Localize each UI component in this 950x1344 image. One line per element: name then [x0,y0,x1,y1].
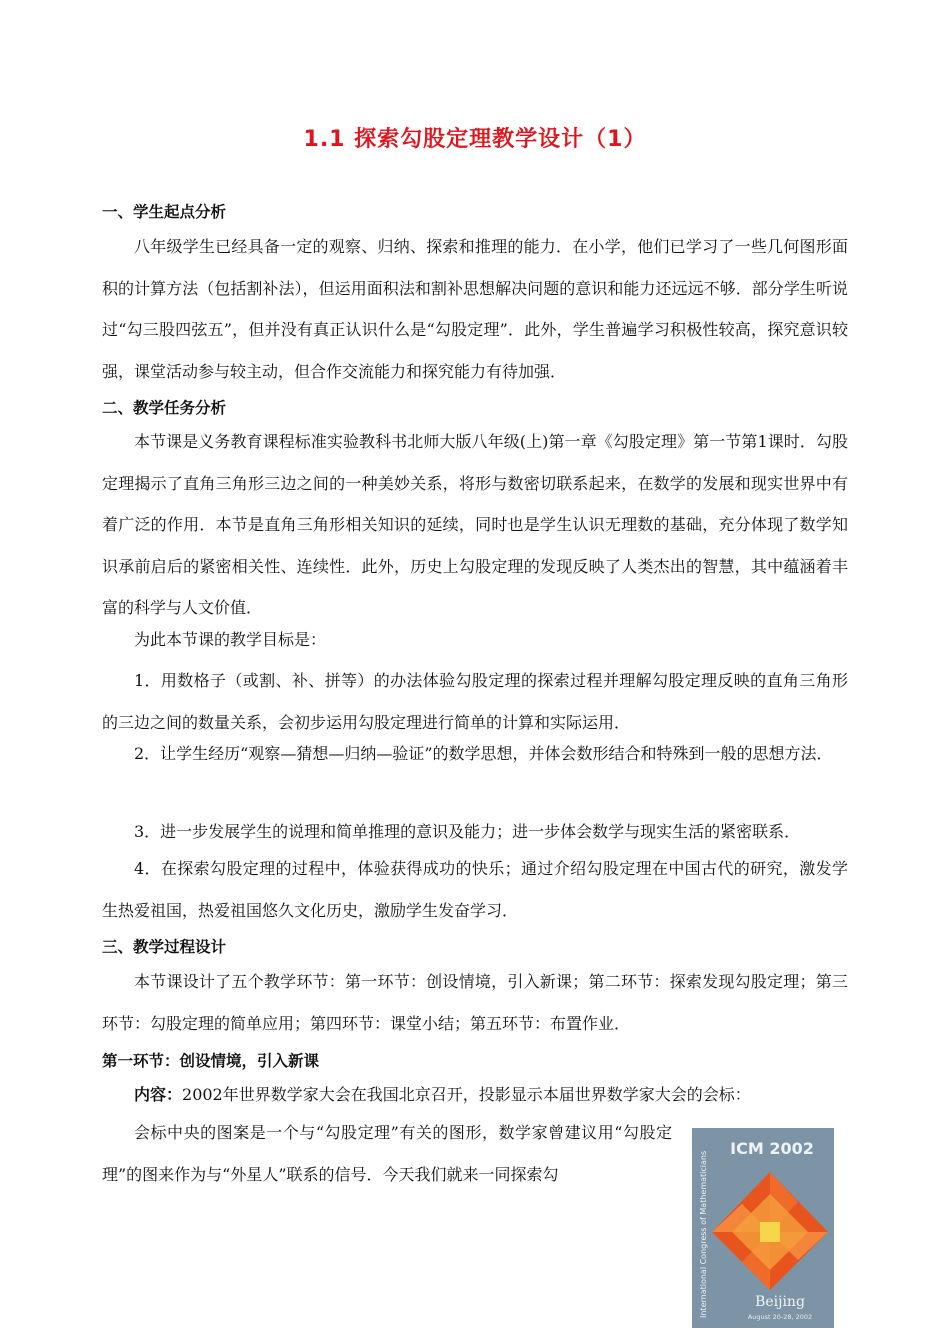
logo-side-text: International Congress of Mathematicians [699,1150,708,1318]
step1-content [102,1074,848,1116]
content-label: 内容： [134,1085,183,1104]
section3-paragraph: 本节课设计了五个教学环节：第一环节：创设情境，引入新课；第二环节：探索发现勾股定理；第三环节：勾股定理的简单应用；第四环节：课堂小结；第五环节：布置作业． [102,972,848,1033]
center-square [760,1222,780,1242]
goal-item-4: 4．在探索勾股定理的过程中，体验获得成功的快乐；通过介绍勾股定理在中国古代的研究，激发学生热爱祖国，热爱祖国悠久文化历史，激励学生发奋学习． [102,859,848,920]
document-title: 1.1 探索勾股定理教学设计（1） [303,127,647,152]
section1-paragraph: 八年级学生已经具备一定的观察、归纳、探索和推理的能力．在小学，他们已学习了一些几何图形面积的计算方法（包括割补法），但运用面积法和割补思想解决问题的意识和能力还远远不够．部分学生听说过“勾三股四弦五”，但并没有真正认识什么是“勾股定理”．此外，学生普遍学习积极性较高，探究意识较强，课堂活动参与较主动，但合作交流能力和探究能力有待加强． [102,237,848,381]
step1-heading: 第一环节：创设情境，引入新课 [102,1052,320,1070]
content-text: 2002年世界数学家大会在我国北京召开，投影显示本届世界数学家大会的会标： [182,1085,751,1104]
icm-2002-logo [692,1128,834,1328]
section2-paragraph: 本节课是义务教育课程标准实验教科书北师大版八年级(上)第一章《勾股定理》第一节第1课时．勾股定理揭示了直角三角形三边之间的一种美妙关系，将形与数密切联系起来，在数学的发展和现实世界中有着广泛的作用．本节是直角三角形相关知识的延续，同时也是学生认识无理数的基础，充分体现了数学知识承前启后的紧密相关性、连续性．此外，历史上勾股定理的发现反映了人类杰出的智慧，其中蕴涵着丰富的科学与人文价值． [102,432,848,617]
goal-item-2: 2．让学生经历“观察—猜想—归纳—验证”的数学思想，并体会数形结合和特殊到一般的思想方法． [134,744,833,763]
logo-city: Beijing [755,1294,805,1310]
goal-item-1: 1．用数格子（或割、补、拼等）的办法体验勾股定理的探索过程并理解勾股定理反映的直角三角形的三边之间的数量关系，会初步运用勾股定理进行简单的计算和实际运用． [102,671,848,732]
section2-heading: 二、教学任务分析 [102,399,227,417]
logo-top-text: ICM 2002 [730,1139,814,1158]
goals-intro: 为此本节课的教学目标是： [134,630,327,649]
section1-heading: 一、学生起点分析 [102,203,227,221]
logo-date: August 20-28, 2002 [747,1313,813,1321]
goal-item-3: 3．进一步发展学生的说理和简单推理的意识及能力；进一步体会数学与现实生活的紧密联系． [134,822,801,841]
step1-paragraph: 会标中央的图案是一个与“勾股定理”有关的图形，数学家曾建议用“勾股定理”的图来作为与“外星人”联系的信号．今天我们就来一同探索勾 [102,1123,672,1184]
section3-heading: 三、教学过程设计 [102,938,227,956]
